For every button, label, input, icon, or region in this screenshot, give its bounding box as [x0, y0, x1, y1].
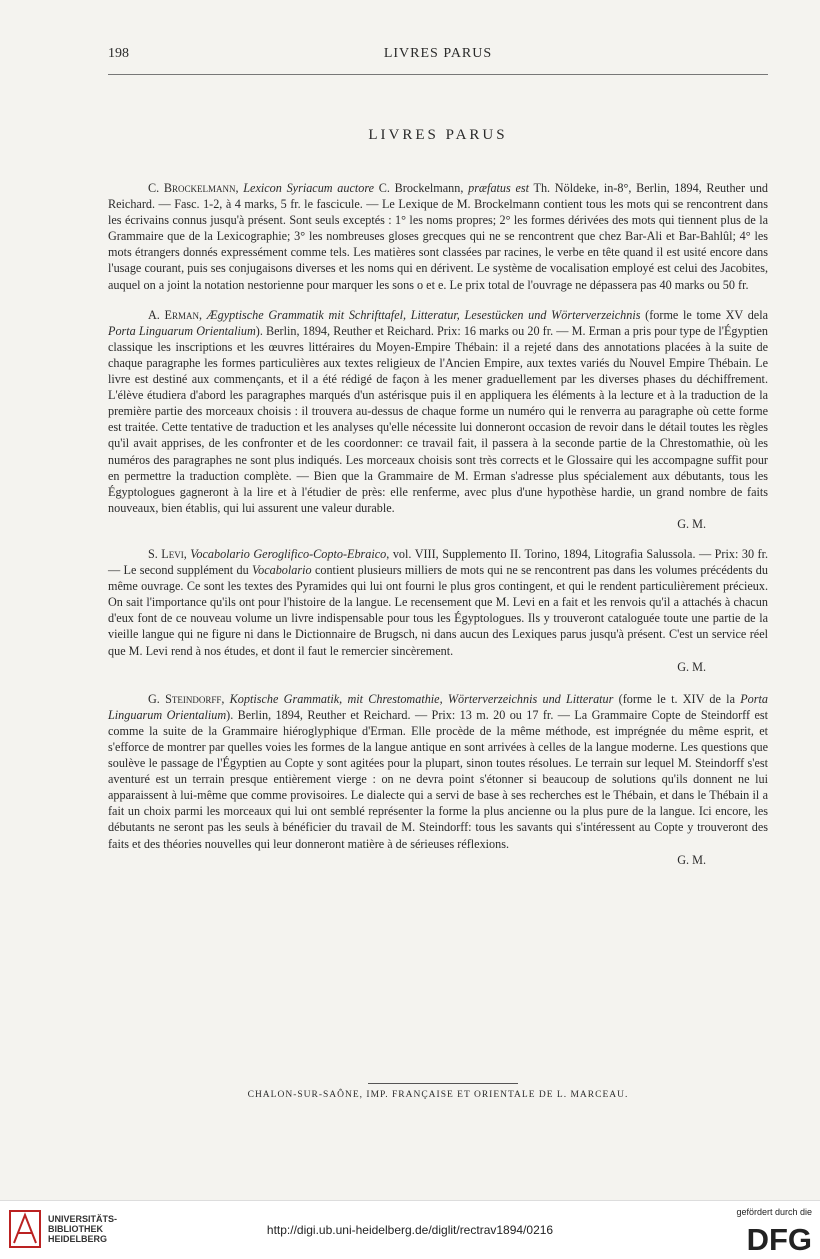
review-latin: præfatus est — [468, 181, 530, 195]
review-after-title: (forme le tome XV dela — [640, 307, 768, 322]
printer-imprint: CHALON-SUR-SAÔNE, IMP. FRANÇAISE ET ORIENTALE DE L. MARCEAU. — [247, 1090, 629, 1100]
library-name-line: BIBLIOTHEK — [48, 1224, 103, 1234]
running-head: LIVRES PARUS — [383, 46, 493, 61]
review-after-title: , vol. VIII, Supplemento II. Torino, 1894, Litografia Salussola. — Prix: 30 fr. — Le second supplément du — [108, 546, 769, 578]
review-title: Vocabolario Geroglifico-Copto-Ebraico — [190, 546, 387, 561]
review-author: C. Brockelmann, — [148, 181, 239, 195]
page-number: 198 — [108, 46, 129, 61]
page-header — [108, 46, 768, 68]
review-steindorff — [108, 691, 768, 868]
review-brockelmann — [108, 180, 768, 293]
section-title: LIVRES PARUS — [368, 127, 508, 143]
header-divider — [108, 74, 768, 75]
review-erman — [108, 307, 768, 532]
dfg-logo-text: DFG — [746, 1222, 812, 1255]
printer-divider — [368, 1083, 518, 1084]
review-after-title: C. Brockelmann, — [374, 181, 469, 195]
review-body: ). Berlin, 1894, Reuther et Reichard. Prix: 16 marks ou 20 fr. — M. Erman a pris pour type de l'Égyptien classique les inscriptions et les œuvres littéraires du Moyen-Empire Thébain: il a rejeté dans des annotations placées à la suite de chaque paragraphe les formes particulières aux textes religieux de l'Ancien Empire, aux textes variés du Nouvel Empire Thébain. Le livre est destiné aux commençants, et il a été rédigé de façon à les mener graduellement par les diverses phases du déchiffrement. L'élève étudiera d'abord les paragraphes marqués d'un astérisque puis il en appliquera les éléments à la lecture et à la traduction de la première partie des morceaux choisis : il trouvera au-dessus de chaque forme un numéro qui le renverra au paragraphe où cette forme est traitée. Cette tentative de traduction et les analyses qu'elle nécessite lui donneront occasion de revoir dans le détail toutes les règles qu'il avait apprises, de les confronter et de les coordonner: ce travail fait, il passera à la seconde partie de la Chrestomathie, où les numéros des paragraphes ne sont plus indiqués. Les morceaux choisis sont très corrects et le Glossaire qui les accompagne suffit pour en permettre la traduction complète. — Bien que la Grammaire de M. Erman s'adresse plus spécialement aux débutants, tous les Égyptologues gagneront à la lire et à l'étudier de près: elle renferme, avec plus d'une hypothèse hardie, un grand nombre de faits nouveaux, bien établis, qui lui assurent une valeur durable. — [108, 323, 768, 515]
review-latin: Vocabolario — [252, 563, 312, 578]
review-body: Th. Nöldeke, in-8°, Berlin, 1894, Reuther und Reichard. — Fasc. 1-2, à 4 marks, 5 fr. le fascicule. — Le Lexique de M. Brockelmann contient tous les mots qui se rencontrent dans les écrivains connus jusqu'à présent. Sont seuls exceptés : 1° les noms propres; 2° les formes dérivées des mots qui tiennent plus de la Grammaire que de la Lexicographie; 3° les nombreuses gloses grecques qui ne se rencontrent que chez Bar-Ali et Bar-Bahlûl; 4° les mots étrangers donnés expressément comme tels. Les matières sont classées par racines, le verbe en tête quand il est usité encore dans l'usage courant, puis ses conjugaisons diverses et les noms qui en dérivent. Le système de vocalisation employé est celui des Jacobites, auquel on a joint la notation nestorienne pour marquer les sons o et e. Le prix total de l'ouvrage ne dépassera pas 40 marks ou 50 fr. — [108, 181, 769, 292]
review-body: contient plusieurs milliers de mots qui ne se rencontrent pas dans les volumes précédents du même ouvrage. Ce sont les textes des Pyramides qui lui ont fourni le plus gros contingent, et qui le rendent particulièrement précieux. On sait l'importance qu'ils ont pour l'histoire de la langue. Le recensement que M. Levi en a fait et les renvois qu'il a attachés à chacun d'eux font de ce nouveau volume un livre indispensable pour tous les Égyptologues. Ils y trouveront cataloguée toute une partie de la vieille langue qui ne figure ni dans le Dictionnaire de Brugsch, ni dans aucun des Lexiques parus jusqu'à présent. C'est un service réel que M. Levi rend à nos études, et dont il faut le remercier sincèrement. — [108, 563, 768, 658]
reviews-column — [108, 180, 768, 882]
funded-by-label: gefördert durch die — [736, 1207, 812, 1217]
permalink-url[interactable]: http://digi.ub.uni-heidelberg.de/diglit/rectrav1894/0216 — [266, 1223, 554, 1237]
library-name-line: UNIVERSITÄTS- — [48, 1214, 118, 1224]
review-title: Koptische Grammatik, mit Chrestomathie, Wörterverzeichnis und Litteratur — [229, 691, 614, 706]
review-latin: Porta Linguarum Orientalium — [108, 691, 768, 722]
review-title: Ægyptische Grammatik mit Schrifttafel, Litteratur, Lesestücken und Wörterverzeichnis — [206, 307, 641, 322]
review-author: S. Levi, — [148, 546, 187, 561]
review-after-title: (forme le t. XIV de la — [613, 691, 741, 706]
library-name-line: HEIDELBERG — [48, 1234, 108, 1244]
review-title: Lexicon Syriacum auctore — [243, 181, 375, 195]
dfg-logo-icon[interactable] — [734, 1221, 814, 1255]
review-author: A. Erman, — [148, 307, 203, 322]
review-latin: Porta Linguarum Orientalium — [108, 323, 256, 338]
review-levi — [108, 546, 768, 675]
review-signature: G. M. — [677, 852, 706, 867]
review-signature: G. M. — [677, 516, 706, 531]
digitization-footer — [0, 1201, 820, 1259]
review-author: G. Steindorff, — [148, 691, 225, 706]
review-signature: G. M. — [677, 659, 706, 674]
review-body: ). Berlin, 1894, Reuther et Reichard. — Prix: 13 m. 20 ou 17 fr. — La Grammaire Copte de Steindorff est comme la suite de la Grammaire hiéroglyphique d'Erman. Elle procède de la même méthode, est imprégnée du même esprit, et s'efforce de montrer par quelles voies les formes de la langue antique en sont arrivées à celles de la langue moderne. Les questions que soulève le passage de l'Égyptien au Copte y sont agitées pour la plupart, sinon toutes résolues. Le terrain sur lequel M. Steindorff s'est aventuré est un terrain presque entièrement vierge : on ne devra point s'étonner si beaucoup de solutions qu'ils donnent ne lui apparaissent à lui-même que comme provisoires. Le dialecte qui a servi de base à ses recherches est le Thébain, et dans le Thébain il a fait un choix parmi les morceaux qui lui ont semblé représenter la forme la plus ancienne ou la plus pure de la langue. Ici encore, les débutants ne seront pas les seuls à bénéficier du travail de M. Steindorff: tous les savants qui s'intéressent au Copte y trouveront des faits et des théories nouvelles qui leur donneront matière à de sérieuses réflexions. — [108, 707, 768, 851]
